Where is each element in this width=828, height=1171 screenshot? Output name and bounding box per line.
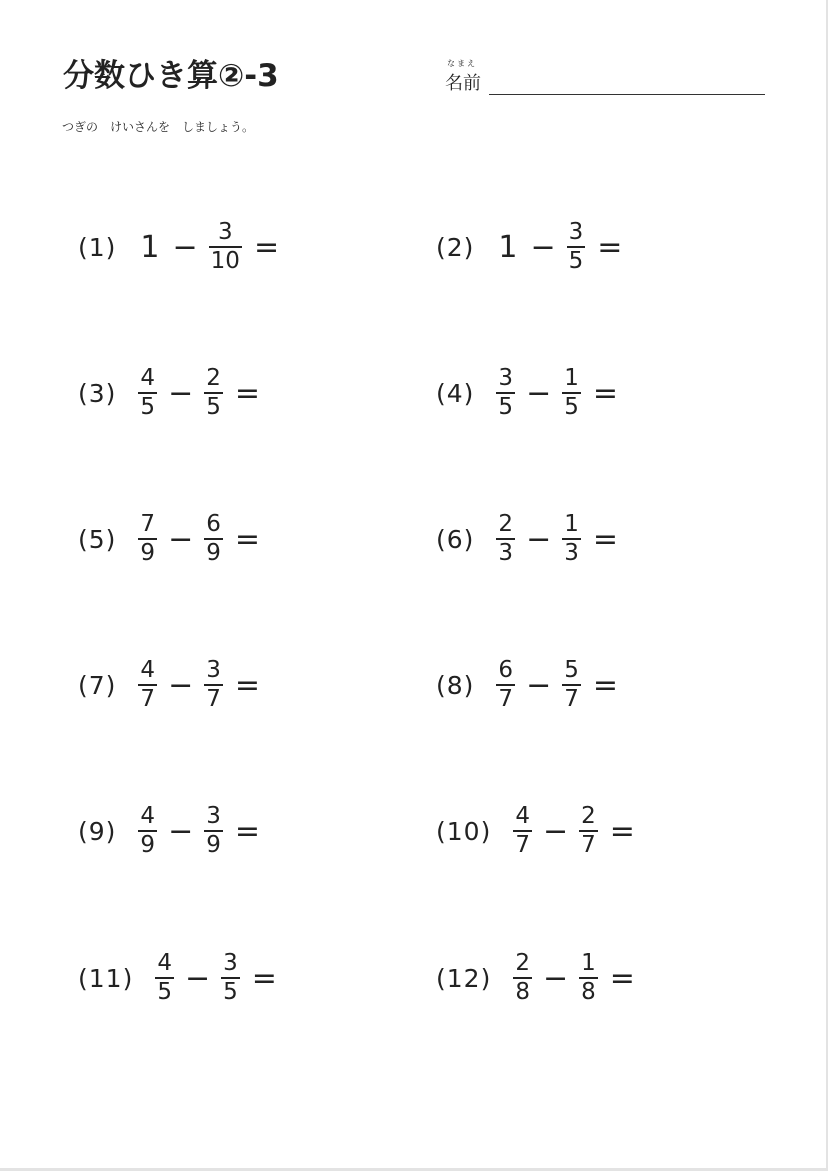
- minus-sign: −: [168, 521, 194, 557]
- denominator: 7: [206, 686, 221, 712]
- fraction-b: [579, 804, 598, 858]
- numerator: 6: [498, 657, 514, 683]
- minus-sign: −: [530, 229, 556, 265]
- denominator: 8: [515, 979, 530, 1005]
- numerator: 6: [206, 511, 221, 537]
- numerator: 3: [217, 219, 233, 245]
- problem-expression: [492, 366, 618, 420]
- denominator: 9: [140, 832, 156, 858]
- equals-sign: =: [597, 229, 623, 265]
- problem: [78, 509, 260, 569]
- problem-expression: [151, 951, 277, 1005]
- fraction-a: [138, 804, 157, 858]
- problem-number: (6): [436, 524, 475, 554]
- numerator: 4: [140, 365, 156, 391]
- denominator: 9: [140, 540, 156, 566]
- problem-expression: [492, 220, 622, 274]
- fraction-a: [138, 366, 157, 420]
- fraction-b: [204, 804, 223, 858]
- numerator: 3: [206, 657, 221, 683]
- fraction-b: [579, 951, 598, 1005]
- minus-sign: −: [542, 960, 569, 996]
- problem-expression: [134, 220, 279, 274]
- numerator: 4: [140, 803, 156, 829]
- fraction-b: [562, 366, 581, 420]
- denominator: 9: [206, 540, 221, 566]
- denominator: 5: [206, 394, 221, 420]
- numerator: 3: [568, 219, 584, 245]
- denominator: 5: [157, 979, 172, 1005]
- denominator: 8: [581, 979, 596, 1005]
- problem-expression: [492, 512, 618, 566]
- problem-number: (5): [78, 524, 117, 554]
- fraction-b: [204, 512, 223, 566]
- fraction-a: [496, 658, 515, 712]
- problem-expression: [492, 658, 618, 712]
- denominator: 9: [206, 832, 221, 858]
- problem: [78, 801, 260, 861]
- minus-sign: −: [168, 813, 194, 849]
- denominator: 3: [564, 540, 579, 566]
- problem-expression: [509, 951, 635, 1005]
- denominator: 7: [140, 686, 156, 712]
- equals-sign: =: [592, 521, 618, 557]
- numerator: 3: [206, 803, 221, 829]
- problem: [436, 363, 618, 423]
- numerator: 3: [498, 365, 514, 391]
- equals-sign: =: [234, 521, 260, 557]
- fraction-b: [204, 366, 223, 420]
- minus-sign: −: [526, 667, 552, 703]
- fraction-a: [138, 658, 157, 712]
- numerator: 3: [223, 950, 238, 976]
- problem-expression: [134, 366, 260, 420]
- numerator: 2: [515, 950, 530, 976]
- problem-expression: [134, 512, 260, 566]
- minus-sign: −: [526, 521, 552, 557]
- problem-expression: [134, 658, 260, 712]
- fraction-b: [567, 220, 586, 274]
- fraction-a: [155, 951, 174, 1005]
- denominator: 7: [581, 832, 596, 858]
- numerator: 5: [564, 657, 579, 683]
- minus-sign: −: [172, 229, 198, 265]
- name-write-line[interactable]: [489, 94, 765, 95]
- problem: [436, 509, 618, 569]
- worksheet-title: 分数ひき算②-3: [63, 58, 279, 94]
- numerator: 4: [515, 803, 530, 829]
- numerator: 1: [564, 511, 579, 537]
- denominator: 7: [564, 686, 579, 712]
- equals-sign: =: [253, 229, 280, 265]
- problem: [436, 217, 622, 277]
- minus-sign: −: [168, 667, 194, 703]
- numerator: 4: [157, 950, 172, 976]
- fraction-b: [562, 658, 581, 712]
- problem-expression: [509, 804, 635, 858]
- denominator: 7: [498, 686, 514, 712]
- problem-expression: [134, 804, 260, 858]
- problem: [436, 948, 635, 1008]
- problem: [436, 801, 635, 861]
- denominator: 5: [564, 394, 579, 420]
- denominator: 10: [210, 248, 240, 274]
- fraction-b: [204, 658, 223, 712]
- problem: [436, 655, 618, 715]
- equals-sign: =: [234, 375, 260, 411]
- problem: [78, 363, 260, 423]
- problem-number: (8): [436, 670, 475, 700]
- name-ruby: なまえ: [447, 59, 477, 68]
- numerator: 1: [564, 365, 579, 391]
- denominator: 5: [223, 979, 238, 1005]
- minus-sign: −: [168, 375, 194, 411]
- fraction-a: [513, 951, 532, 1005]
- fraction-b: [221, 951, 240, 1005]
- instruction-text: つぎの けいさんを しましょう。: [62, 120, 255, 134]
- denominator: 5: [498, 394, 514, 420]
- fraction-a: [496, 366, 515, 420]
- problem-number: (7): [78, 670, 117, 700]
- equals-sign: =: [592, 375, 618, 411]
- minus-sign: −: [542, 813, 569, 849]
- equals-sign: =: [251, 960, 277, 996]
- numerator: 2: [581, 803, 596, 829]
- name-field: [445, 58, 765, 98]
- numerator: 2: [206, 365, 221, 391]
- problem-number: (12): [436, 963, 492, 993]
- numerator: 7: [140, 511, 156, 537]
- denominator: 7: [515, 832, 530, 858]
- problem-number: (11): [78, 963, 134, 993]
- equals-sign: =: [609, 813, 635, 849]
- equals-sign: =: [609, 960, 635, 996]
- whole-number: 1: [498, 229, 518, 265]
- denominator: 5: [140, 394, 156, 420]
- minus-sign: −: [526, 375, 552, 411]
- whole-number: 1: [140, 229, 160, 265]
- fraction-a: [138, 512, 157, 566]
- fraction-a: [513, 804, 532, 858]
- problem-number: (9): [78, 816, 117, 846]
- problem-number: (10): [436, 816, 492, 846]
- fraction-b: [209, 220, 242, 274]
- name-label: 名前: [445, 73, 481, 94]
- problem-number: (3): [78, 378, 117, 408]
- numerator: 4: [140, 657, 156, 683]
- numerator: 2: [498, 511, 514, 537]
- problem-number: (2): [436, 232, 475, 262]
- fraction-a: [496, 512, 515, 566]
- problem: [78, 948, 277, 1008]
- minus-sign: −: [184, 960, 211, 996]
- equals-sign: =: [234, 813, 260, 849]
- fraction-b: [562, 512, 581, 566]
- problem-number: (1): [78, 232, 117, 262]
- equals-sign: =: [234, 667, 260, 703]
- denominator: 5: [568, 248, 584, 274]
- equals-sign: =: [592, 667, 618, 703]
- problem: [78, 655, 260, 715]
- problem: [78, 217, 279, 277]
- denominator: 3: [498, 540, 514, 566]
- problem-number: (4): [436, 378, 475, 408]
- numerator: 1: [581, 950, 596, 976]
